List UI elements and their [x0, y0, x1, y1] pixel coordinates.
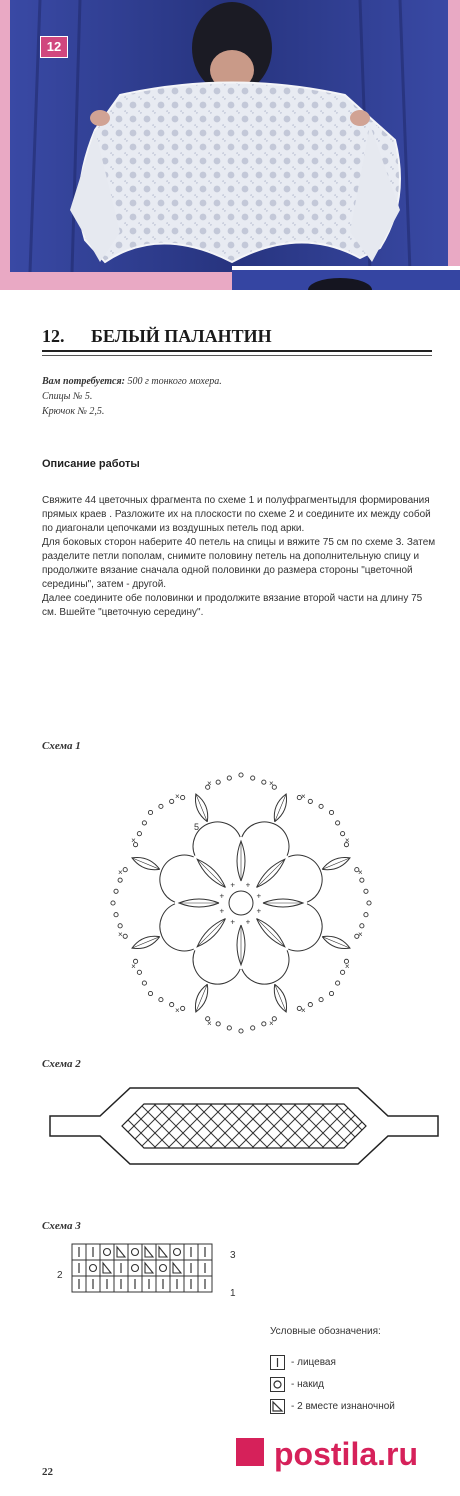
title-text: БЕЛЫЙ ПАЛАНТИН — [91, 326, 272, 346]
grid-line — [98, 1104, 142, 1148]
grid-line — [392, 1104, 436, 1148]
sc-cross-mark: × — [269, 778, 274, 788]
sc-cross-mark: × — [344, 836, 350, 846]
scheme-1-flower-diagram — [96, 758, 396, 1048]
page-number: 22 — [42, 1466, 53, 1478]
watermark-text: postila.ru — [274, 1436, 419, 1472]
legend-title: Условные обозначения: — [270, 1326, 381, 1337]
chain-stitch — [118, 924, 122, 928]
sc-cross-mark: × — [117, 930, 123, 940]
chart-row-2: 2 — [57, 1270, 63, 1281]
legend-item-purl-two-together — [270, 1395, 395, 1417]
sc-cross-mark: × — [175, 1005, 180, 1015]
knit-symbol-icon — [270, 1355, 285, 1370]
purl-two-together-symbol-icon — [173, 1263, 181, 1273]
shawl-outline — [50, 1088, 438, 1164]
materials-needles: Спицы № 5. — [42, 391, 93, 402]
materials-yarn: 500 г тонкого мохера. — [127, 376, 222, 387]
chain-stitch — [114, 889, 118, 893]
purl-two-together-symbol-icon — [145, 1263, 153, 1273]
chain-arch — [242, 950, 289, 984]
legend-label: - 2 вместе изнаночной — [291, 1400, 395, 1412]
sc-cross-mark: × — [117, 867, 123, 877]
chain-stitch — [142, 981, 146, 985]
legend-item-knit — [270, 1351, 395, 1373]
sc-cross-mark: × — [300, 1005, 306, 1015]
purl-two-together-symbol-icon — [145, 1247, 153, 1257]
chain-stitch — [137, 970, 141, 974]
sc-cross-mark: × — [131, 836, 136, 846]
petal-vein — [322, 937, 350, 948]
purl-two-together-symbol-icon — [103, 1263, 111, 1273]
chain-stitch — [360, 924, 364, 928]
sc-cross-mark: + — [230, 880, 236, 890]
sc-cross-mark: + — [219, 891, 225, 901]
chain-stitch — [239, 773, 243, 777]
petal-vein — [196, 794, 207, 822]
chain-stitch — [262, 780, 266, 784]
chain-stitch — [142, 821, 146, 825]
title-rule-thin — [42, 355, 432, 356]
materials-block — [42, 374, 222, 419]
chain-stitch — [262, 1022, 266, 1026]
petal-vein — [257, 859, 285, 887]
chain-stitch — [137, 832, 141, 836]
sc-cross-mark: + — [256, 891, 262, 901]
chart-cell — [170, 1244, 184, 1260]
chain-stitch — [251, 776, 255, 780]
yarn-over-symbol-icon — [174, 1249, 181, 1256]
chain-stitch — [114, 913, 118, 917]
chain-arch — [288, 904, 322, 951]
chain-stitch — [170, 799, 174, 803]
petal-vein — [132, 858, 160, 869]
description-paragraph: Свяжите 44 цветочных фрагмента по схеме 1 и полуфрагментыдля формирования прямых краев . Разложите их на плоскости по схеме 2 и соедините их между собой по диагонали цепочками из воздушных петель под арки. — [42, 495, 431, 534]
grid-line — [364, 1104, 408, 1148]
sc-cross-mark: + — [245, 917, 251, 927]
yarn-over-symbol-icon — [270, 1377, 285, 1392]
sc-cross-mark: + — [219, 906, 225, 916]
chain-stitch — [367, 901, 371, 905]
legend-label: - лицевая — [291, 1356, 336, 1368]
chain-stitch — [336, 821, 340, 825]
chain-arch — [160, 855, 194, 902]
sc-cross-mark: + — [230, 917, 236, 927]
petal-vein — [196, 984, 207, 1012]
sc-cross-mark: + — [245, 880, 251, 890]
materials-hook: Крючок № 2,5. — [42, 406, 105, 417]
sc-cross-mark: × — [358, 930, 363, 940]
materials-label: Вам потребуется: — [42, 376, 125, 387]
purl-two-together-symbol-icon — [117, 1247, 125, 1257]
chain-stitch — [148, 991, 152, 995]
section-title — [42, 322, 432, 352]
chain-stitch — [148, 810, 152, 814]
scheme-3-label: Схема 3 — [42, 1220, 81, 1232]
chart-cell — [156, 1260, 170, 1276]
chain-stitch — [341, 970, 345, 974]
legend-item-yarn-over — [270, 1373, 395, 1395]
yarn-over-symbol-icon — [104, 1249, 111, 1256]
legend-label: - накид — [291, 1378, 324, 1390]
chart-row-3: 3 — [230, 1250, 236, 1261]
yarn-over-symbol-icon — [160, 1265, 167, 1272]
chain-stitch — [227, 1026, 231, 1030]
sc-cross-mark: × — [300, 792, 306, 802]
chain-stitch — [227, 776, 231, 780]
sc-cross-mark: × — [269, 1019, 274, 1029]
chain-stitch — [123, 934, 127, 938]
chain-arch — [242, 822, 289, 856]
chart-cell — [128, 1260, 142, 1276]
chain-stitch — [329, 810, 333, 814]
chain-stitch — [216, 1022, 220, 1026]
sc-cross-mark: × — [175, 792, 180, 802]
chain-stitch — [364, 913, 368, 917]
chain-stitch — [319, 998, 323, 1002]
chain-arch — [193, 822, 240, 856]
center-ring — [229, 891, 253, 915]
chain-stitch — [118, 878, 122, 882]
description-heading: Описание работы — [42, 458, 140, 470]
chain-stitch — [364, 889, 368, 893]
grid-line — [420, 1104, 444, 1148]
chain-stitch — [251, 1026, 255, 1030]
chain-stitch — [360, 878, 364, 882]
sc-cross-mark: × — [358, 867, 363, 877]
sc-cross-mark: × — [206, 1019, 212, 1029]
photo-badge: 12 — [40, 36, 68, 58]
sc-cross-mark: × — [344, 961, 350, 971]
chain-stitch — [308, 799, 312, 803]
scheme-1-label: Схема 1 — [42, 740, 81, 752]
petal-vein — [275, 794, 286, 822]
scheme-2-assembly-diagram — [44, 1076, 444, 1176]
petal-vein — [132, 937, 160, 948]
sc-cross-mark: × — [206, 778, 212, 788]
grid-line — [350, 1104, 394, 1148]
yarn-over-symbol-icon — [90, 1265, 97, 1272]
description-paragraph: Далее соедините обе половинки и продолжите вязание второй части на длину 75 см. Вшейте "цветочную середину". — [42, 593, 423, 618]
watermark-logo-icon — [230, 1432, 270, 1472]
chain-arch — [193, 950, 240, 984]
yarn-over-symbol-icon — [132, 1265, 139, 1272]
sc-cross-mark: + — [256, 906, 262, 916]
grid-line — [392, 1104, 436, 1148]
petal-vein — [197, 859, 225, 887]
chain-stitch — [319, 804, 323, 808]
petal-vein — [275, 984, 286, 1012]
title-rule — [42, 350, 432, 352]
petal-vein — [322, 858, 350, 869]
grid-line — [378, 1104, 422, 1148]
chain-stitch — [239, 1029, 243, 1033]
chain-stitch — [329, 991, 333, 995]
grid-line — [378, 1104, 422, 1148]
chain-stitch — [181, 795, 185, 799]
chain-stitch — [123, 868, 127, 872]
chain-arch — [288, 855, 322, 902]
description-paragraph: Для боковых сторон наберите 40 петель на спицы и вяжите 75 см по схеме 3. Затем разделите петли пополам, снимите половину петель на дополнительную спицу и продолжите вязание сначала одной половинки до размера стороны "цветочной середины", затем - другой. — [42, 537, 436, 590]
chain-stitch — [336, 981, 340, 985]
chart-row-1: 1 — [230, 1288, 236, 1299]
chain-stitch — [308, 1003, 312, 1007]
chain-stitch — [111, 901, 115, 905]
purl-two-together-symbol-icon — [270, 1399, 285, 1414]
chart-cell — [100, 1244, 114, 1260]
row-number-five: 5 — [194, 822, 200, 832]
grid-line — [420, 1104, 444, 1148]
description-body — [42, 494, 437, 620]
shawl-photo — [0, 0, 460, 290]
sc-cross-mark: × — [131, 961, 136, 971]
scheme-2-label: Схема 2 — [42, 1058, 81, 1070]
grid-line — [350, 1104, 394, 1148]
chart-cell — [86, 1260, 100, 1276]
legend — [270, 1326, 395, 1417]
chain-stitch — [181, 1006, 185, 1010]
chain-stitch — [159, 998, 163, 1002]
chain-stitch — [159, 804, 163, 808]
chain-arch — [160, 904, 194, 951]
chain-stitch — [216, 780, 220, 784]
chain-stitch — [170, 1003, 174, 1007]
purl-two-together-symbol-icon — [159, 1247, 167, 1257]
grid-line — [364, 1104, 408, 1148]
yarn-over-symbol-icon — [132, 1249, 139, 1256]
petal-vein — [197, 919, 225, 947]
watermark — [232, 1428, 460, 1490]
scheme-3-knitting-chart — [50, 1240, 260, 1310]
title-number: 12. — [42, 326, 65, 346]
petal-vein — [257, 919, 285, 947]
chart-cell — [128, 1244, 142, 1260]
grid-line — [98, 1104, 142, 1148]
